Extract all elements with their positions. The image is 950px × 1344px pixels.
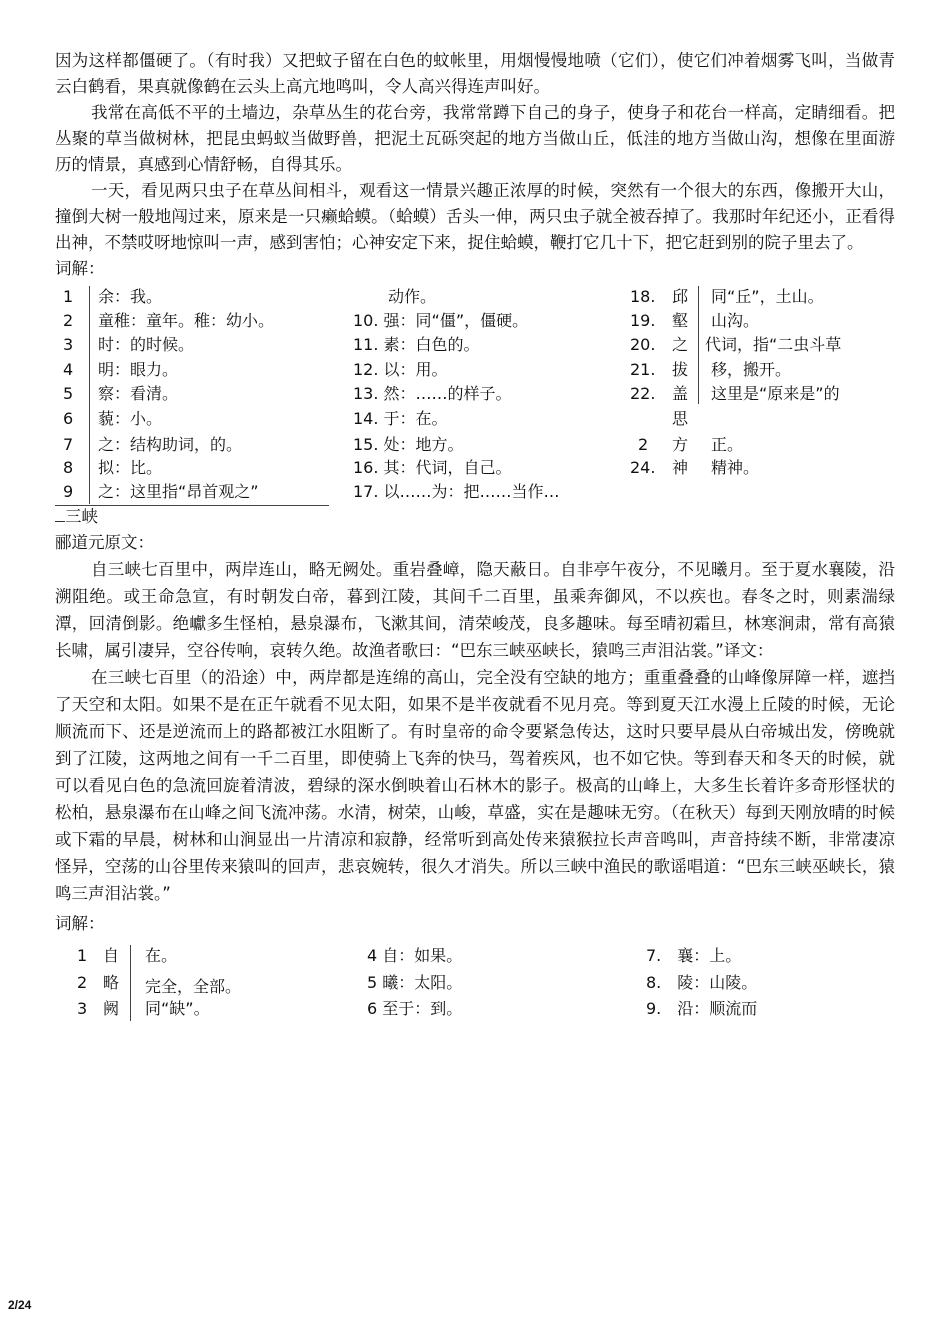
vocab-entry: 察：看清。 <box>98 384 179 403</box>
vocab-entry: 9. 沿：顺流而 <box>646 999 758 1018</box>
vocab-entry: 之：这里指“昂首观之” <box>98 482 259 501</box>
vocab-char: 盖 <box>672 384 689 403</box>
vocab-num: 9 <box>63 482 74 501</box>
vocab-num: 3 <box>63 335 74 354</box>
vocab-num: 6 <box>63 409 74 428</box>
vocab-entry: 这里是“原来是”的 <box>711 384 840 403</box>
vocab-entry: 8. 陵：山陵。 <box>646 973 758 992</box>
vocab-entry: 15. 处：地方。 <box>353 435 464 454</box>
paragraph: 在三峡七百里（的沿途）中，两岸都是连绵的高山，完全没有空缺的地方；重重叠叠的山峰像屏障一样，遮挡了天空和太阳。如果不是在正午就看不见太阳，如果不是半夜就看不见月亮。等到夏天江水漫上丘陵的时候，无论顺流而下、还是逆流而上的路都被江水阻断了。有时皇帝的命令要紧急传达，这时只要早晨从白帝城出发，傍晚就到了江陵，这两地之间有一千二百里，即使骑上飞奔的快马，驾着疾风，也不如它快。等到春天和冬天的时候，就可以看见白色的急流回旋着清波，碧绿的深水倒映着山石林木的影子。极高的山峰上，大多生长着许多奇形怪状的松柏，悬泉瀑布在山峰之间飞流冲荡。水清，树荣，山峻，草盛，实在是趣味无穷。（在秋天）每到天刚放晴的时候或下霜的早晨，树林和山涧显出一片清凉和寂静，经常听到高处传来猿猴拉长声音鸣叫，声音持续不断，非常凄凉怪异，空荡的山谷里传来猿叫的回声，悲哀婉转，很久才消失。所以三峡中渔民的歌谣唱道：“巴东三峡巫峡长，猿鸣三声泪沾裳。” <box>55 668 895 903</box>
vocab-num: 1 <box>63 287 74 306</box>
vocab-char: 方 <box>672 435 689 454</box>
vocab-entry: 11. 素：白色的。 <box>353 335 480 354</box>
vocab-char: 神 <box>672 458 689 477</box>
vocab-char: 壑 <box>672 311 689 330</box>
vocab-entry: 同“缺”。 <box>145 999 210 1018</box>
vocab-entry: 13. 然：……的样子。 <box>353 384 512 403</box>
vocab-entry: 4 自：如果。 <box>367 946 463 965</box>
vocab-entry: 代词，指“二虫斗草 <box>705 335 842 354</box>
vocab-entry: 在。 <box>145 946 178 965</box>
vocab-entry: 7. 襄：上。 <box>646 946 742 965</box>
vocab-num: 3 <box>77 999 88 1018</box>
vocab-table-1 <box>55 282 895 508</box>
table-divider <box>89 286 90 504</box>
vocab-num: 1 <box>77 946 88 965</box>
paragraph: 自三峡七百里中，两岸连山，略无阙处。重岩叠嶂，隐天蔽日。自非亭午夜分，不见曦月。至于夏水襄陵，沿溯阻绝。或王命急宣，有时朝发白帝，暮到江陵，其间千二百里，虽乘奔御风，不以疾也。春冬之时，则素湍绿潭，回清倒影。绝巘多生怪柏，悬泉瀑布，飞漱其间，清荣峻茂，良多趣味。每至晴初霜旦，林寒涧肃，常有高猿长啸，属引凄异，空谷传响，哀转久绝。故渔者歌曰：“巴东三峡巫峡长，猿鸣三声泪沾裳。”译文： <box>55 560 895 660</box>
vocab-entry: 17. 以……为：把……当作… <box>353 482 560 501</box>
page-number: 2/24 <box>8 1298 32 1312</box>
author-line: 郦道元原文： <box>55 533 154 552</box>
paragraph: 因为这样都僵硬了。（有时我）又把蚊子留在白色的蚊帐里，用烟慢慢地喷（它们），使它们冲着烟雾飞叫，当做青云白鹤看，果真就像鹤在云头上高亢地鸣叫，令人高兴得连声叫好。 <box>55 51 895 96</box>
vocab-entry: 动作。 <box>388 287 437 306</box>
vocab-entry: 之：结构助词，的。 <box>98 435 243 454</box>
vocab-entry: 5 曦：太阳。 <box>367 973 463 992</box>
vocab-char: 略 <box>103 973 120 992</box>
vocab-entry: 童稚：童年。稚：幼小。 <box>98 311 275 330</box>
vocab-char: 拔 <box>672 360 689 379</box>
vocab-entry: 移，搬开。 <box>711 360 792 379</box>
vocab-char: 思 <box>672 409 689 428</box>
vocab-entry: 14. 于：在。 <box>353 409 448 428</box>
table-divider <box>55 505 329 506</box>
vocab-entry: 12. 以：用。 <box>353 360 448 379</box>
vocab-entry: 明：眼力。 <box>98 360 179 379</box>
title-underline <box>55 521 65 522</box>
vocab-entry: 10. 强：同“僵”，僵硬。 <box>353 311 529 330</box>
vocab-char: 阙 <box>103 999 120 1018</box>
section-title-text: 三峡 <box>65 507 98 526</box>
vocab-num: 5 <box>63 384 74 403</box>
vocab-char: 自 <box>103 946 120 965</box>
vocab-num: 24. <box>630 458 656 477</box>
vocab-num: 21. <box>630 360 656 379</box>
vocab-num: 19. <box>630 311 656 330</box>
vocab-entry: 余：我。 <box>98 287 163 306</box>
vocab-num: 2 <box>77 973 88 992</box>
vocab-label: 词解： <box>55 259 105 278</box>
vocab-entry: 时：的时候。 <box>98 335 195 354</box>
vocab-label: 词解： <box>55 914 105 933</box>
table-divider <box>130 945 131 1021</box>
vocab-num: 20. <box>630 335 656 354</box>
vocab-table-2 <box>55 943 895 1025</box>
vocab-entry: 16. 其：代词，自己。 <box>353 458 512 477</box>
vocab-num: 2 <box>638 435 649 454</box>
vocab-num: 4 <box>63 360 74 379</box>
paragraph: 我常在高低不平的土墙边，杂草丛生的花台旁，我常常蹲下自己的身子，使身子和花台一样高，定睛细看。把丛聚的草当做树林，把昆虫蚂蚁当做野兽，把泥土瓦砾突起的地方当做山丘，低洼的地方当做山沟，想像在里面游历的情景，真感到心情舒畅，自得其乐。 <box>55 103 895 174</box>
vocab-num: 8 <box>63 458 74 477</box>
document-page <box>55 48 895 1025</box>
vocab-num: 2 <box>63 311 74 330</box>
vocab-entry: 山沟。 <box>711 311 760 330</box>
vocab-entry: 藐：小。 <box>98 409 163 428</box>
table-divider <box>698 286 699 404</box>
vocab-char: 邱 <box>672 287 689 306</box>
vocab-entry: 同“丘”，土山。 <box>711 287 824 306</box>
vocab-num: 18. <box>630 287 656 306</box>
vocab-num: 22. <box>630 384 656 403</box>
vocab-entry: 6 至于：到。 <box>367 999 463 1018</box>
vocab-entry: 正。 <box>711 435 744 454</box>
vocab-num: 7 <box>63 435 74 454</box>
vocab-entry: 拟：比。 <box>98 458 163 477</box>
vocab-entry: 精神。 <box>711 458 760 477</box>
paragraph: 一天，看见两只虫子在草丛间相斗，观看这一情景兴趣正浓厚的时候，突然有一个很大的东西，像搬开大山，撞倒大树一般地闯过来，原来是一只癞蛤蟆。（蛤蟆）舌头一伸，两只虫子就全被吞掉了。我那时年纪还小，正看得出神，不禁哎呀地惊叫一声，感到害怕；心神安定下来，捉住蛤蟆，鞭打它几十下，把它赶到别的院子里去了。 <box>55 181 895 252</box>
vocab-char: 之 <box>672 335 689 354</box>
vocab-entry: 完全，全部。 <box>145 977 242 996</box>
